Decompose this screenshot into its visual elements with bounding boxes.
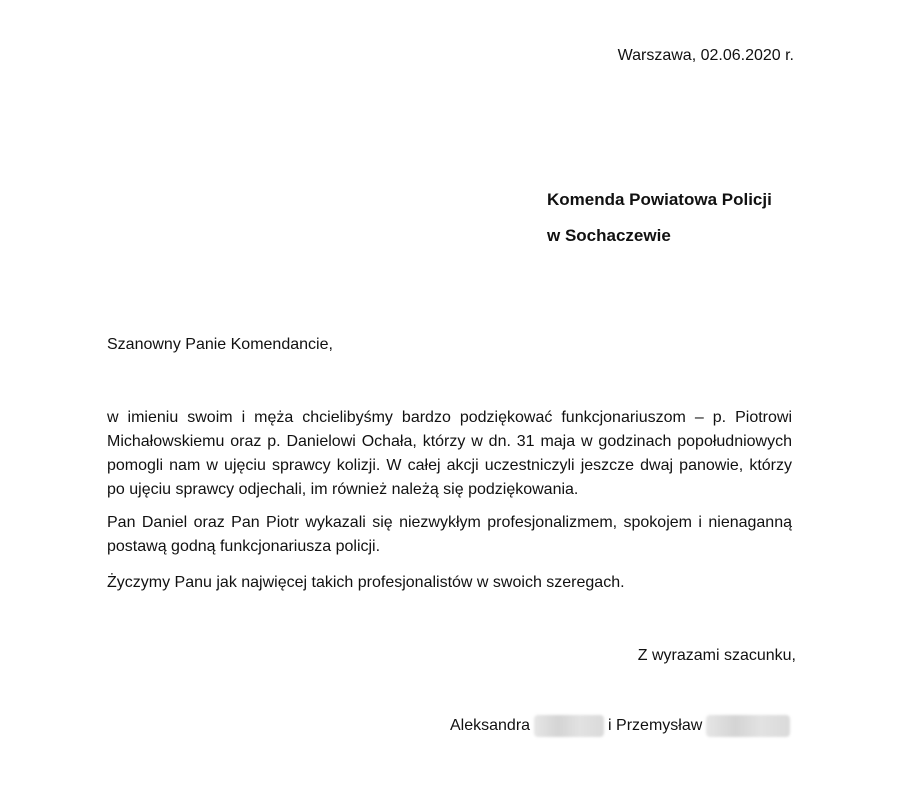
body-paragraph-2: Pan Daniel oraz Pan Piotr wykazali się niezwykłym profesjonalizmem, spokojem i nienaganną postawą godną funkcjonariusza policji. [107, 514, 792, 555]
salutation: Szanowny Panie Komendancie, [107, 336, 333, 353]
signature-name-1: Aleksandra [450, 717, 531, 734]
recipient-line-2: w Sochaczewie [547, 226, 671, 245]
redacted-surname-2 [706, 715, 790, 737]
recipient-block [547, 190, 772, 246]
letter-date: Warszawa, 02.06.2020 r. [617, 47, 794, 64]
recipient-line-1: Komenda Powiatowa Policji [547, 190, 772, 209]
signature-connector: i Przemysław [608, 717, 703, 734]
redacted-surname-1 [534, 715, 604, 737]
closing-phrase: Z wyrazami szacunku, [637, 647, 796, 664]
body-paragraph-3: Życzymy Panu jak najwięcej takich profesjonalistów w swoich szeregach. [107, 574, 625, 591]
signature-line [450, 714, 790, 738]
body-paragraph-1: w imieniu swoim i męża chcielibyśmy bardzo podziękować funkcjonariuszom – p. Piotrowi Michałowskiemu oraz p. Danielowi Ochała, którzy w dn. 31 maja w godzinach popołudniowych pomogli nam w ujęciu sprawcy kolizji. W całej akcji uczestniczyli jeszcze dwaj panowie, którzy po ujęciu sprawcy odjechali, im również należą się podziękowania. [107, 409, 792, 498]
